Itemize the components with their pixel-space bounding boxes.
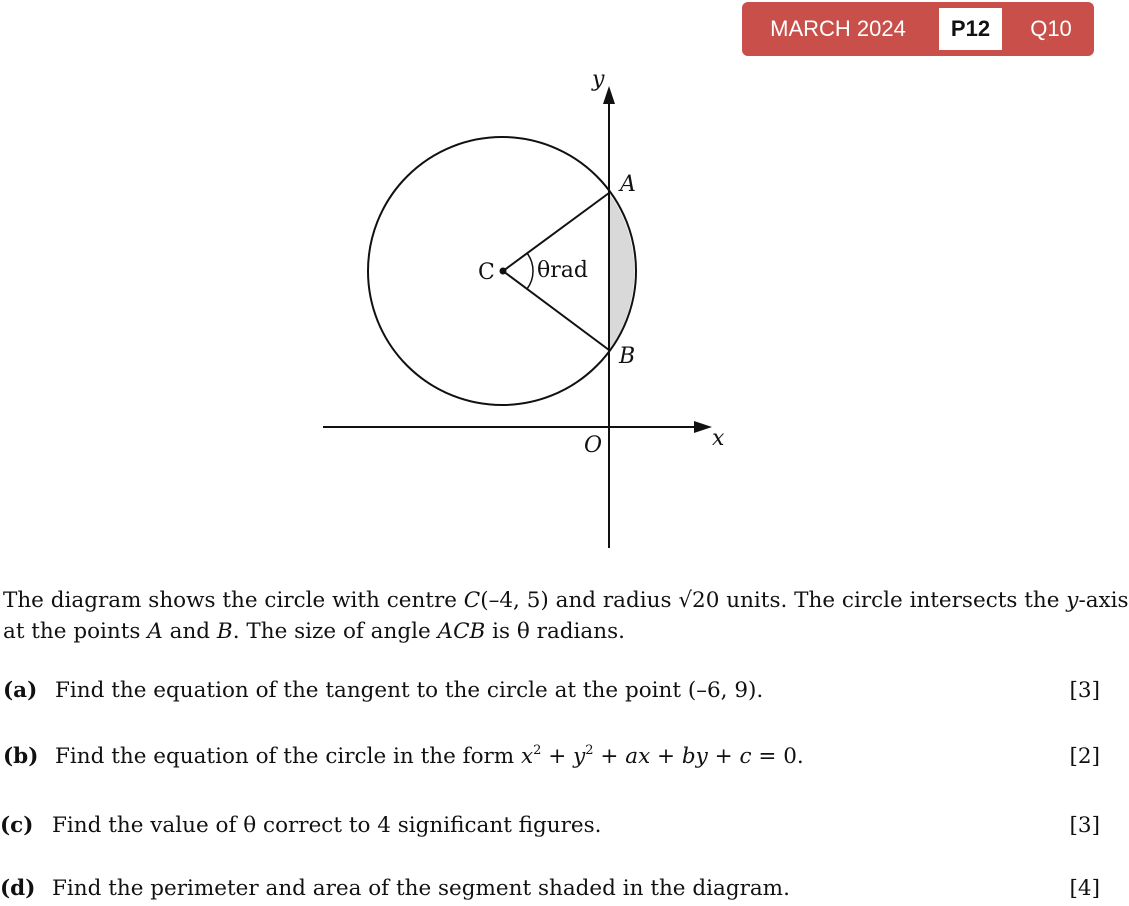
angle-label: θrad: [537, 258, 588, 283]
shaded-segment: [609, 193, 634, 350]
question-d-marks: [4]: [1069, 876, 1100, 901]
question-c: [0, 810, 1100, 842]
intro-line-1: The diagram shows the circle with centre C(–4, 5) and radius √20 units. The circle intersects the y-axis: [3, 588, 1129, 613]
question-b-text: Find the equation of the circle in the form $x^2 + y^2$ + ax + by + c = 0.: [55, 743, 804, 769]
question-c-text: Find the value of θ correct to 4 significant figures.: [52, 813, 602, 838]
x-axis-arrowhead: [694, 421, 712, 433]
question-d-label: (d): [0, 876, 36, 901]
question-c-label: (c): [0, 813, 34, 838]
question-a-label: (a): [3, 678, 38, 703]
exam-session: MARCH 2024: [770, 16, 906, 41]
question-b-label: (b): [3, 744, 39, 769]
question-b-marks: [2]: [1069, 744, 1100, 769]
angle-arc: [527, 253, 533, 289]
y-axis-arrowhead: [603, 86, 615, 104]
point-a-label: A: [620, 172, 636, 197]
question-d-text: Find the perimeter and area of the segment shaded in the diagram.: [52, 876, 790, 901]
intro-line-2: at the points A and B. The size of angle ACB is θ radians.: [3, 619, 625, 644]
centre-label: C: [478, 260, 495, 285]
question-a: [0, 675, 1100, 707]
origin-label: O: [584, 433, 603, 458]
question-a-text: Find the equation of the tangent to the circle at the point (–6, 9).: [55, 678, 764, 703]
point-b-label: B: [619, 344, 636, 369]
question-number: Q10: [1030, 16, 1072, 41]
question-intro: [3, 585, 1129, 647]
paper-code: P12: [939, 8, 1002, 50]
question-c-marks: [3]: [1069, 813, 1100, 838]
question-a-marks: [3]: [1069, 678, 1100, 703]
y-axis-label: y: [592, 67, 605, 92]
centre-point: [500, 268, 507, 275]
x-axis-label: x: [712, 426, 725, 451]
question-d: [0, 873, 1100, 905]
question-b: [0, 741, 1100, 773]
